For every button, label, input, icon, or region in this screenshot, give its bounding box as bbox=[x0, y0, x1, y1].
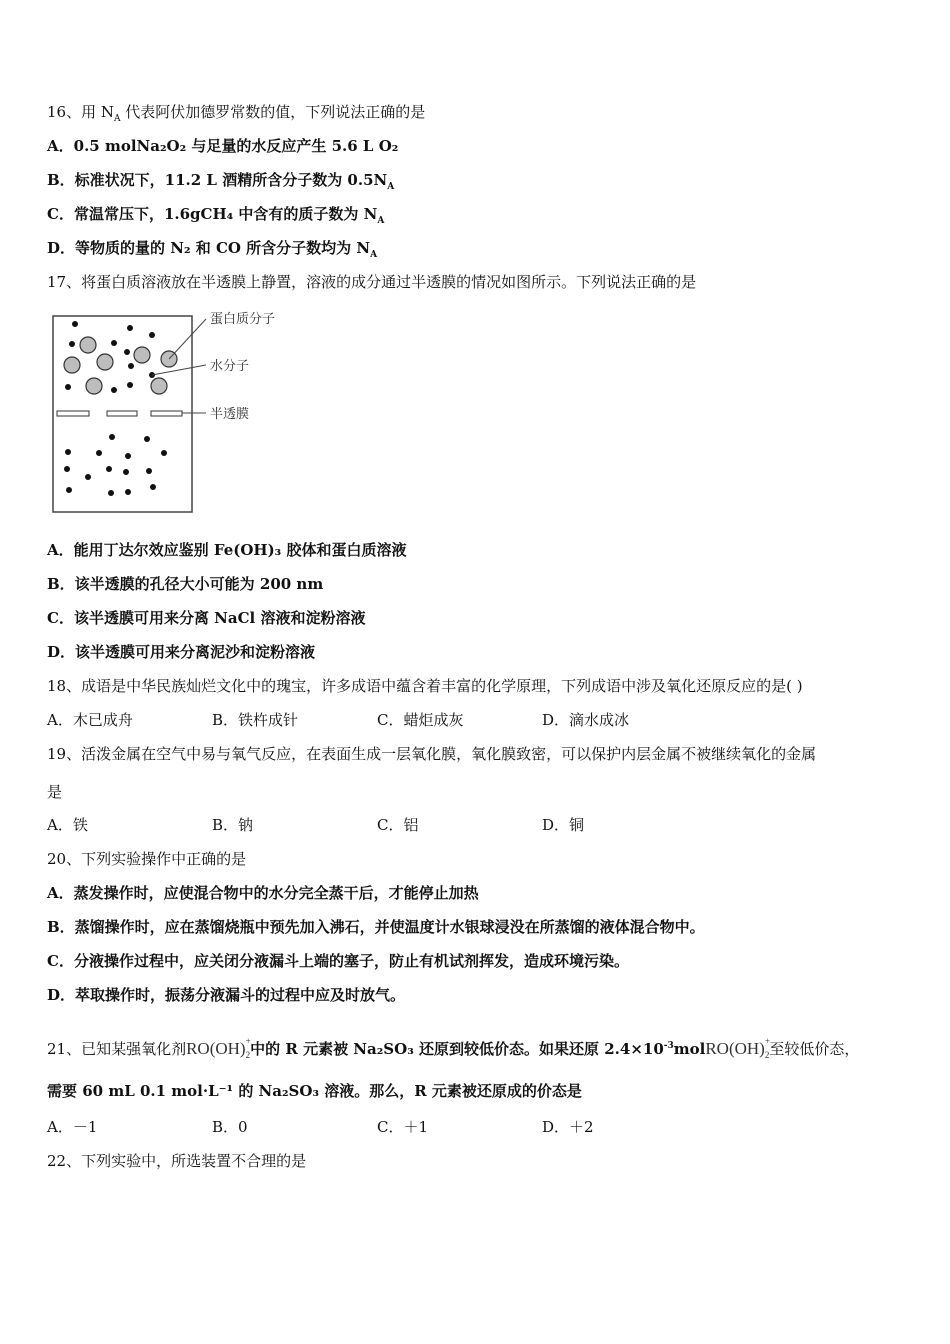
q18-option-a: A．木已成舟 bbox=[47, 711, 133, 729]
q19-option-b: B．钠 bbox=[212, 816, 254, 834]
q16-option-d: D．等物质的量的 N₂ 和 CO 所含分子数均为 $N_A$ bbox=[47, 239, 378, 260]
q20-stem: 20、下列实验操作中正确的是 bbox=[47, 850, 247, 868]
label-protein: 蛋白质分子 bbox=[210, 312, 276, 327]
q21-stem-line1: 21、已知某强氧化剂$RO(OH)^+_2$中的 R 元素被 Na₂SO₃ 还原到较低价态。如果还原 $2.4\times 10^{-3}molRO(OH)^+_2$至较低价态， bbox=[47, 1036, 860, 1061]
q16-option-b: B．标准状况下，11.2 L 酒精所含分子数为 $0.5N_A$ bbox=[47, 171, 395, 192]
q17-stem: 17、将蛋白质溶液放在半透膜上静置，溶液的成分通过半透膜的情况如图所示。下列说法正确的是 bbox=[47, 273, 697, 291]
q16-option-a: A．0.5 molNa₂O₂ 与足量的水反应产生 5.6 L O₂ bbox=[47, 137, 399, 155]
formula-ro-oh2-second: $RO(OH)^+_2$ bbox=[705, 1036, 770, 1061]
q17-option-c: C．该半透膜可用来分离 NaCl 溶液和淀粉溶液 bbox=[47, 609, 366, 627]
label-water: 水分子 bbox=[210, 359, 250, 374]
q20-option-a: A．蒸发操作时，应使混合物中的水分完全蒸干后，才能停止加热 bbox=[47, 884, 479, 902]
formula-ro-oh2: $RO(OH)^+_2$ bbox=[186, 1036, 251, 1061]
protein-molecules bbox=[64, 337, 177, 394]
q19-option-d: D．铜 bbox=[542, 816, 585, 834]
q18-option-d: D．滴水成冰 bbox=[542, 711, 630, 729]
q22-stem: 22、下列实验中，所选装置不合理的是 bbox=[47, 1152, 307, 1170]
q17-option-b: B．该半透膜的孔径大小可能为 200 nm bbox=[47, 575, 324, 593]
q20-option-b: B．蒸馏操作时，应在蒸馏烧瓶中预先加入沸石，并使温度计水银球浸没在所蒸馏的液体混合物中。 bbox=[47, 918, 705, 936]
q18-option-b: B．铁杵成针 bbox=[212, 711, 299, 729]
q17-option-d: D．该半透膜可用来分离泥沙和淀粉溶液 bbox=[47, 643, 316, 661]
q21-option-a: A．－1 bbox=[47, 1118, 98, 1136]
q19-option-c: C．铝 bbox=[377, 816, 419, 834]
q18-option-c: C．蜡炬成灰 bbox=[377, 711, 464, 729]
q17-option-a: A．能用丁达尔效应鉴别 Fe(OH)₃ 胶体和蛋白质溶液 bbox=[47, 541, 407, 559]
q20-option-c: C．分液操作过程中，应关闭分液漏斗上端的塞子，防止有机试剂挥发，造成环境污染。 bbox=[47, 952, 629, 970]
q21-option-d: D．＋2 bbox=[542, 1118, 594, 1136]
q21-option-c: C．＋1 bbox=[377, 1118, 429, 1136]
q18-stem: 18、成语是中华民族灿烂文化中的瑰宝，许多成语中蕴含着丰富的化学原理，下列成语中涉及氧化还原反应的是( ) bbox=[47, 677, 803, 695]
q21-stem-line2: 需要 60 mL 0.1 mol·L⁻¹ 的 Na₂SO₃ 溶液。那么，R 元素被还原成的价态是 bbox=[47, 1082, 582, 1100]
membrane bbox=[57, 411, 182, 416]
q21-option-b: B．0 bbox=[212, 1118, 248, 1136]
q16-option-c: C．常温常压下，1.6gCH₄ 中含有的质子数为 $N_A$ bbox=[47, 205, 385, 226]
q19-stem-line2: 是 bbox=[47, 783, 63, 801]
q19-option-a: A．铁 bbox=[47, 816, 88, 834]
semipermeable-membrane-figure bbox=[48, 302, 298, 517]
q19-stem-line1: 19、活泼金属在空气中易与氧气反应，在表面生成一层氧化膜，氧化膜致密，可以保护内层金属不被继续氧化的金属 bbox=[47, 745, 817, 763]
water-molecules-lower bbox=[64, 434, 167, 496]
q20-option-d: D．萃取操作时，振荡分液漏斗的过程中应及时放气。 bbox=[47, 986, 406, 1004]
label-membrane: 半透膜 bbox=[210, 407, 250, 422]
q16-stem: 16、用 $N_A$ 代表阿伏加德罗常数的值，下列说法正确的是 bbox=[47, 103, 426, 124]
